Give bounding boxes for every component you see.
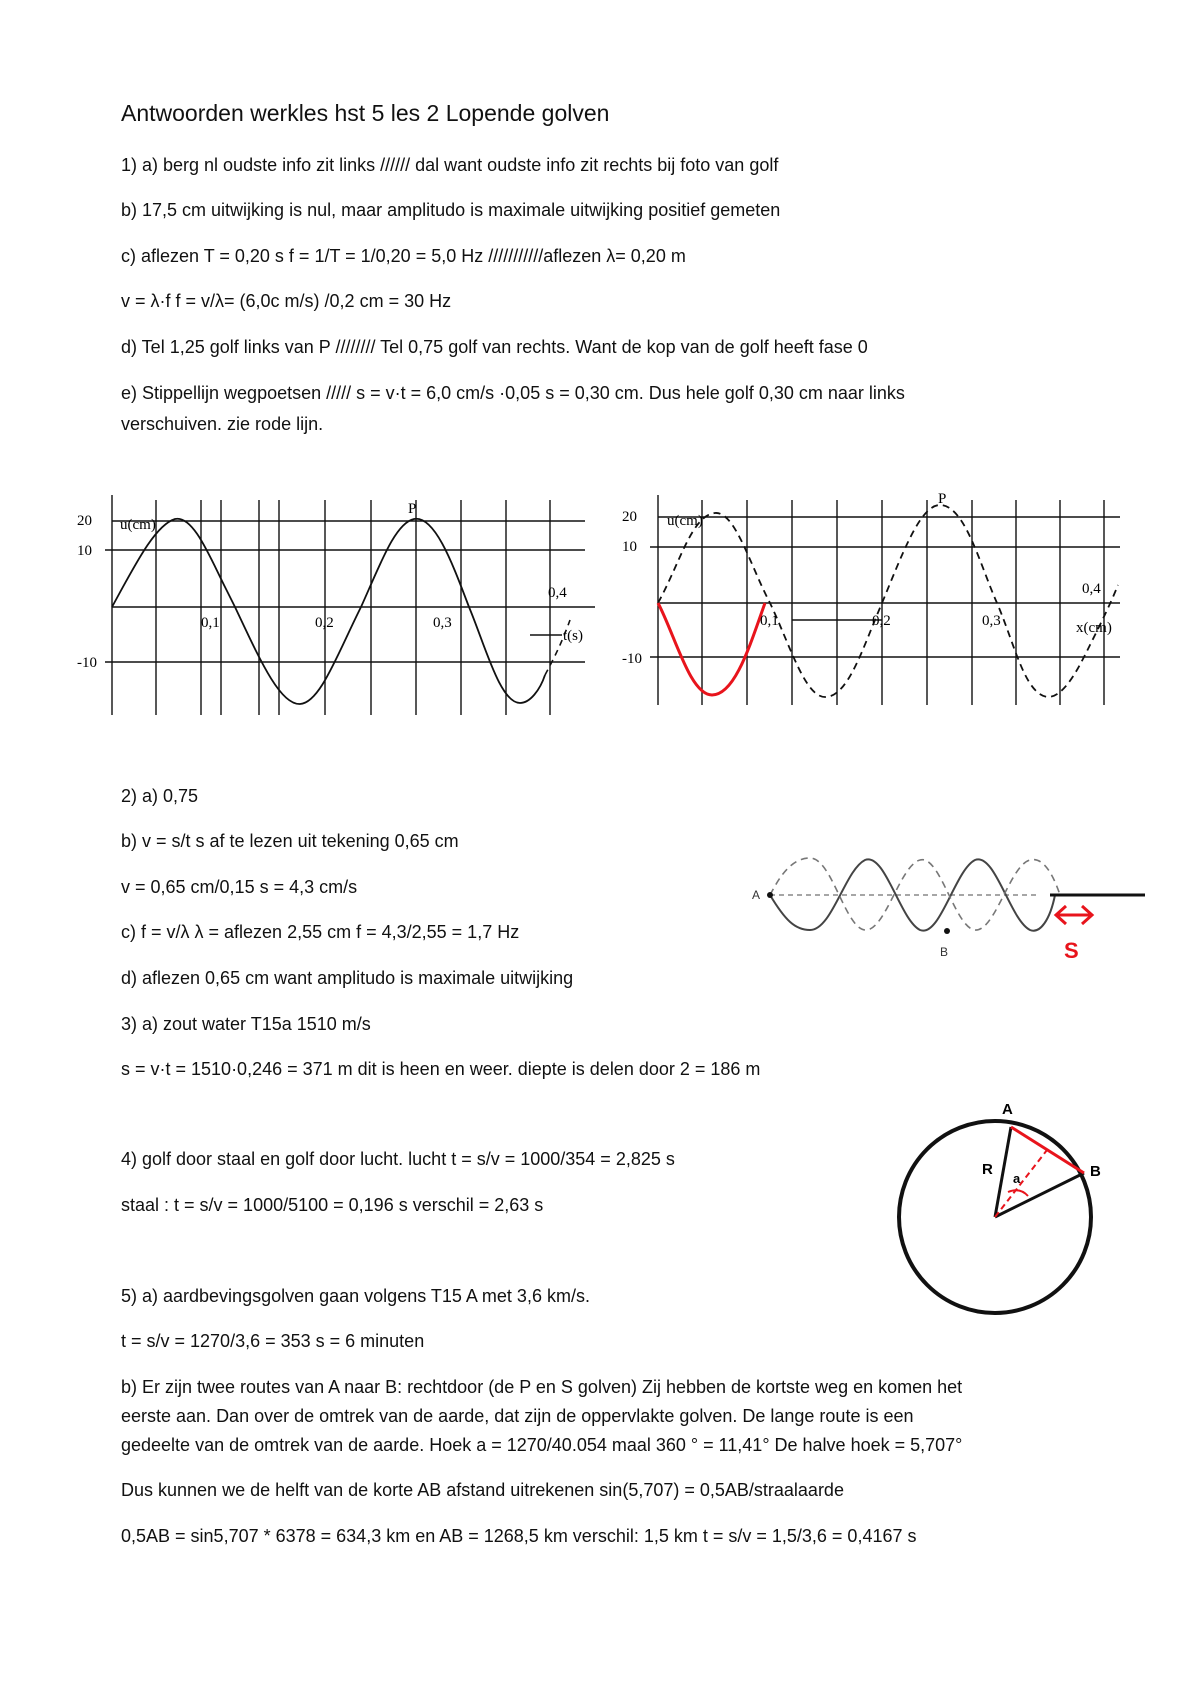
ut-x2-label: 0,2	[315, 615, 334, 631]
answer-1c-formula: v = λ·f f = v/λ= (6,0c m/s) /0,2 cm = 30 Hz	[121, 291, 452, 311]
ux-x1-label: 0,1	[760, 613, 779, 629]
answer-5b-line3: gedeelte van de omtrek van de aarde. Hoek a = 1270/40.054 maal 360 ° = 11,41° De halve hoek = 5,707°	[121, 1435, 963, 1455]
answer-1a: 1) a) berg nl oudste info zit links ////// dal want oudste info zit rechts bij foto van golf	[121, 155, 779, 175]
answer-1e: e) Stippellijn wegpoetsen ///// s = v·t = 6,0 cm/s ·0,05 s = 0,30 cm. Dus hele golf 0,30 cm naar links	[121, 383, 905, 403]
answer-4a: 4) golf door staal en golf door lucht. lucht t = s/v = 1000/354 = 2,825 s	[121, 1149, 675, 1169]
ut-point-p: P	[408, 501, 417, 517]
answer-2a: 2) a) 0,75	[121, 786, 199, 806]
answer-1b: b) 17,5 cm uitwijking is nul, maar amplitudo is maximale uitwijking positief gemeten	[121, 200, 781, 220]
distance-arrow	[1056, 906, 1092, 924]
answer-5a-formula: t = s/v = 1270/3,6 = 353 s = 6 minuten	[121, 1331, 425, 1351]
circle-label-angle: a	[1013, 1171, 1021, 1186]
ux-xlabel: x(cm)	[1076, 620, 1112, 636]
answer-5b-line4: Dus kunnen we de helft van de korte AB afstand uitrekenen sin(5,707) = 0,5AB/straalaarde	[121, 1480, 844, 1500]
page-title: Antwoorden werkles hst 5 les 2 Lopende golven	[121, 100, 610, 126]
circle-label-r: R	[982, 1161, 993, 1178]
ux-ylabel: u(cm)	[667, 513, 703, 529]
ux-y10-label: 10	[622, 539, 637, 555]
ut-graph	[75, 485, 605, 725]
ut-xlabel: t(s)	[563, 628, 583, 644]
ux-graph	[620, 485, 1130, 725]
circle-label-a: A	[1002, 1101, 1013, 1118]
ut-ylabel: u(cm)	[120, 517, 156, 533]
wave-label-s: S	[1064, 938, 1079, 963]
answer-1e-continued: verschuiven. zie rode lijn.	[121, 414, 324, 434]
answer-5b-line2: eerste aan. Dan over de omtrek van de aarde, dat zijn de oppervlakte golven. De lange route is een	[121, 1406, 914, 1426]
answer-4b: staal : t = s/v = 1000/5100 = 0,196 s verschil = 2,63 s	[121, 1195, 544, 1215]
wave-label-a: A	[752, 888, 761, 902]
ut-y20-label: 20	[77, 513, 92, 529]
answer-3a: 3) a) zout water T15a 1510 m/s	[121, 1014, 371, 1034]
earth-circle-figure	[890, 1092, 1130, 1332]
ut-x4-label: 0,4	[548, 585, 567, 601]
shifted-wave-red	[658, 603, 765, 695]
ut-x1-label: 0,1	[201, 615, 220, 631]
answer-2b-formula: v = 0,65 cm/0,15 s = 4,3 cm/s	[121, 877, 358, 897]
answer-1c: c) aflezen T = 0,20 s f = 1/T = 1/0,20 = 5,0 Hz ///////////aflezen λ= 0,20 m	[121, 246, 686, 266]
wave-label-b: B	[940, 945, 949, 959]
answer-5b-line1: b) Er zijn twee routes van A naar B: rechtdoor (de P en S golven) Zij hebben de kortste weg en komen het	[121, 1377, 963, 1397]
ux-x3-label: 0,3	[982, 613, 1001, 629]
ux-x2-label: 0,2	[872, 613, 891, 629]
circle-label-b: B	[1090, 1163, 1101, 1180]
ut-x3-label: 0,3	[433, 615, 452, 631]
answer-2d: d) aflezen 0,65 cm want amplitudo is maximale uitwijking	[121, 968, 574, 988]
ut-y10-label: 10	[77, 543, 92, 559]
answer-2c: c) f = v/λ λ = aflezen 2,55 cm f = 4,3/2,55 = 1,7 Hz	[121, 922, 520, 942]
ut-ym10-label: -10	[77, 655, 97, 671]
ux-ym10-label: -10	[622, 651, 642, 667]
answer-5a: 5) a) aardbevingsgolven gaan volgens T15 A met 3,6 km/s.	[121, 1286, 590, 1306]
ux-x4-label: 0,4	[1082, 581, 1101, 597]
answer-3b: s = v·t = 1510·0,246 = 371 m dit is heen en weer. diepte is delen door 2 = 186 m	[121, 1059, 761, 1079]
ux-y20-label: 20	[622, 509, 637, 525]
answer-1d: d) Tel 1,25 golf links van P //////// Tel 0,75 golf van rechts. Want de kop van de golf heeft fase 0	[121, 337, 868, 357]
ux-point-p: P	[938, 491, 947, 507]
rope-wave-figure	[740, 840, 1150, 980]
answer-2b: b) v = s/t s af te lezen uit tekening 0,65 cm	[121, 831, 459, 851]
answer-5b-line5: 0,5AB = sin5,707 * 6378 = 634,3 km en AB = 1268,5 km verschil: 1,5 km t = s/v = 1,5/3,6 = 0,4167 s	[121, 1526, 917, 1546]
